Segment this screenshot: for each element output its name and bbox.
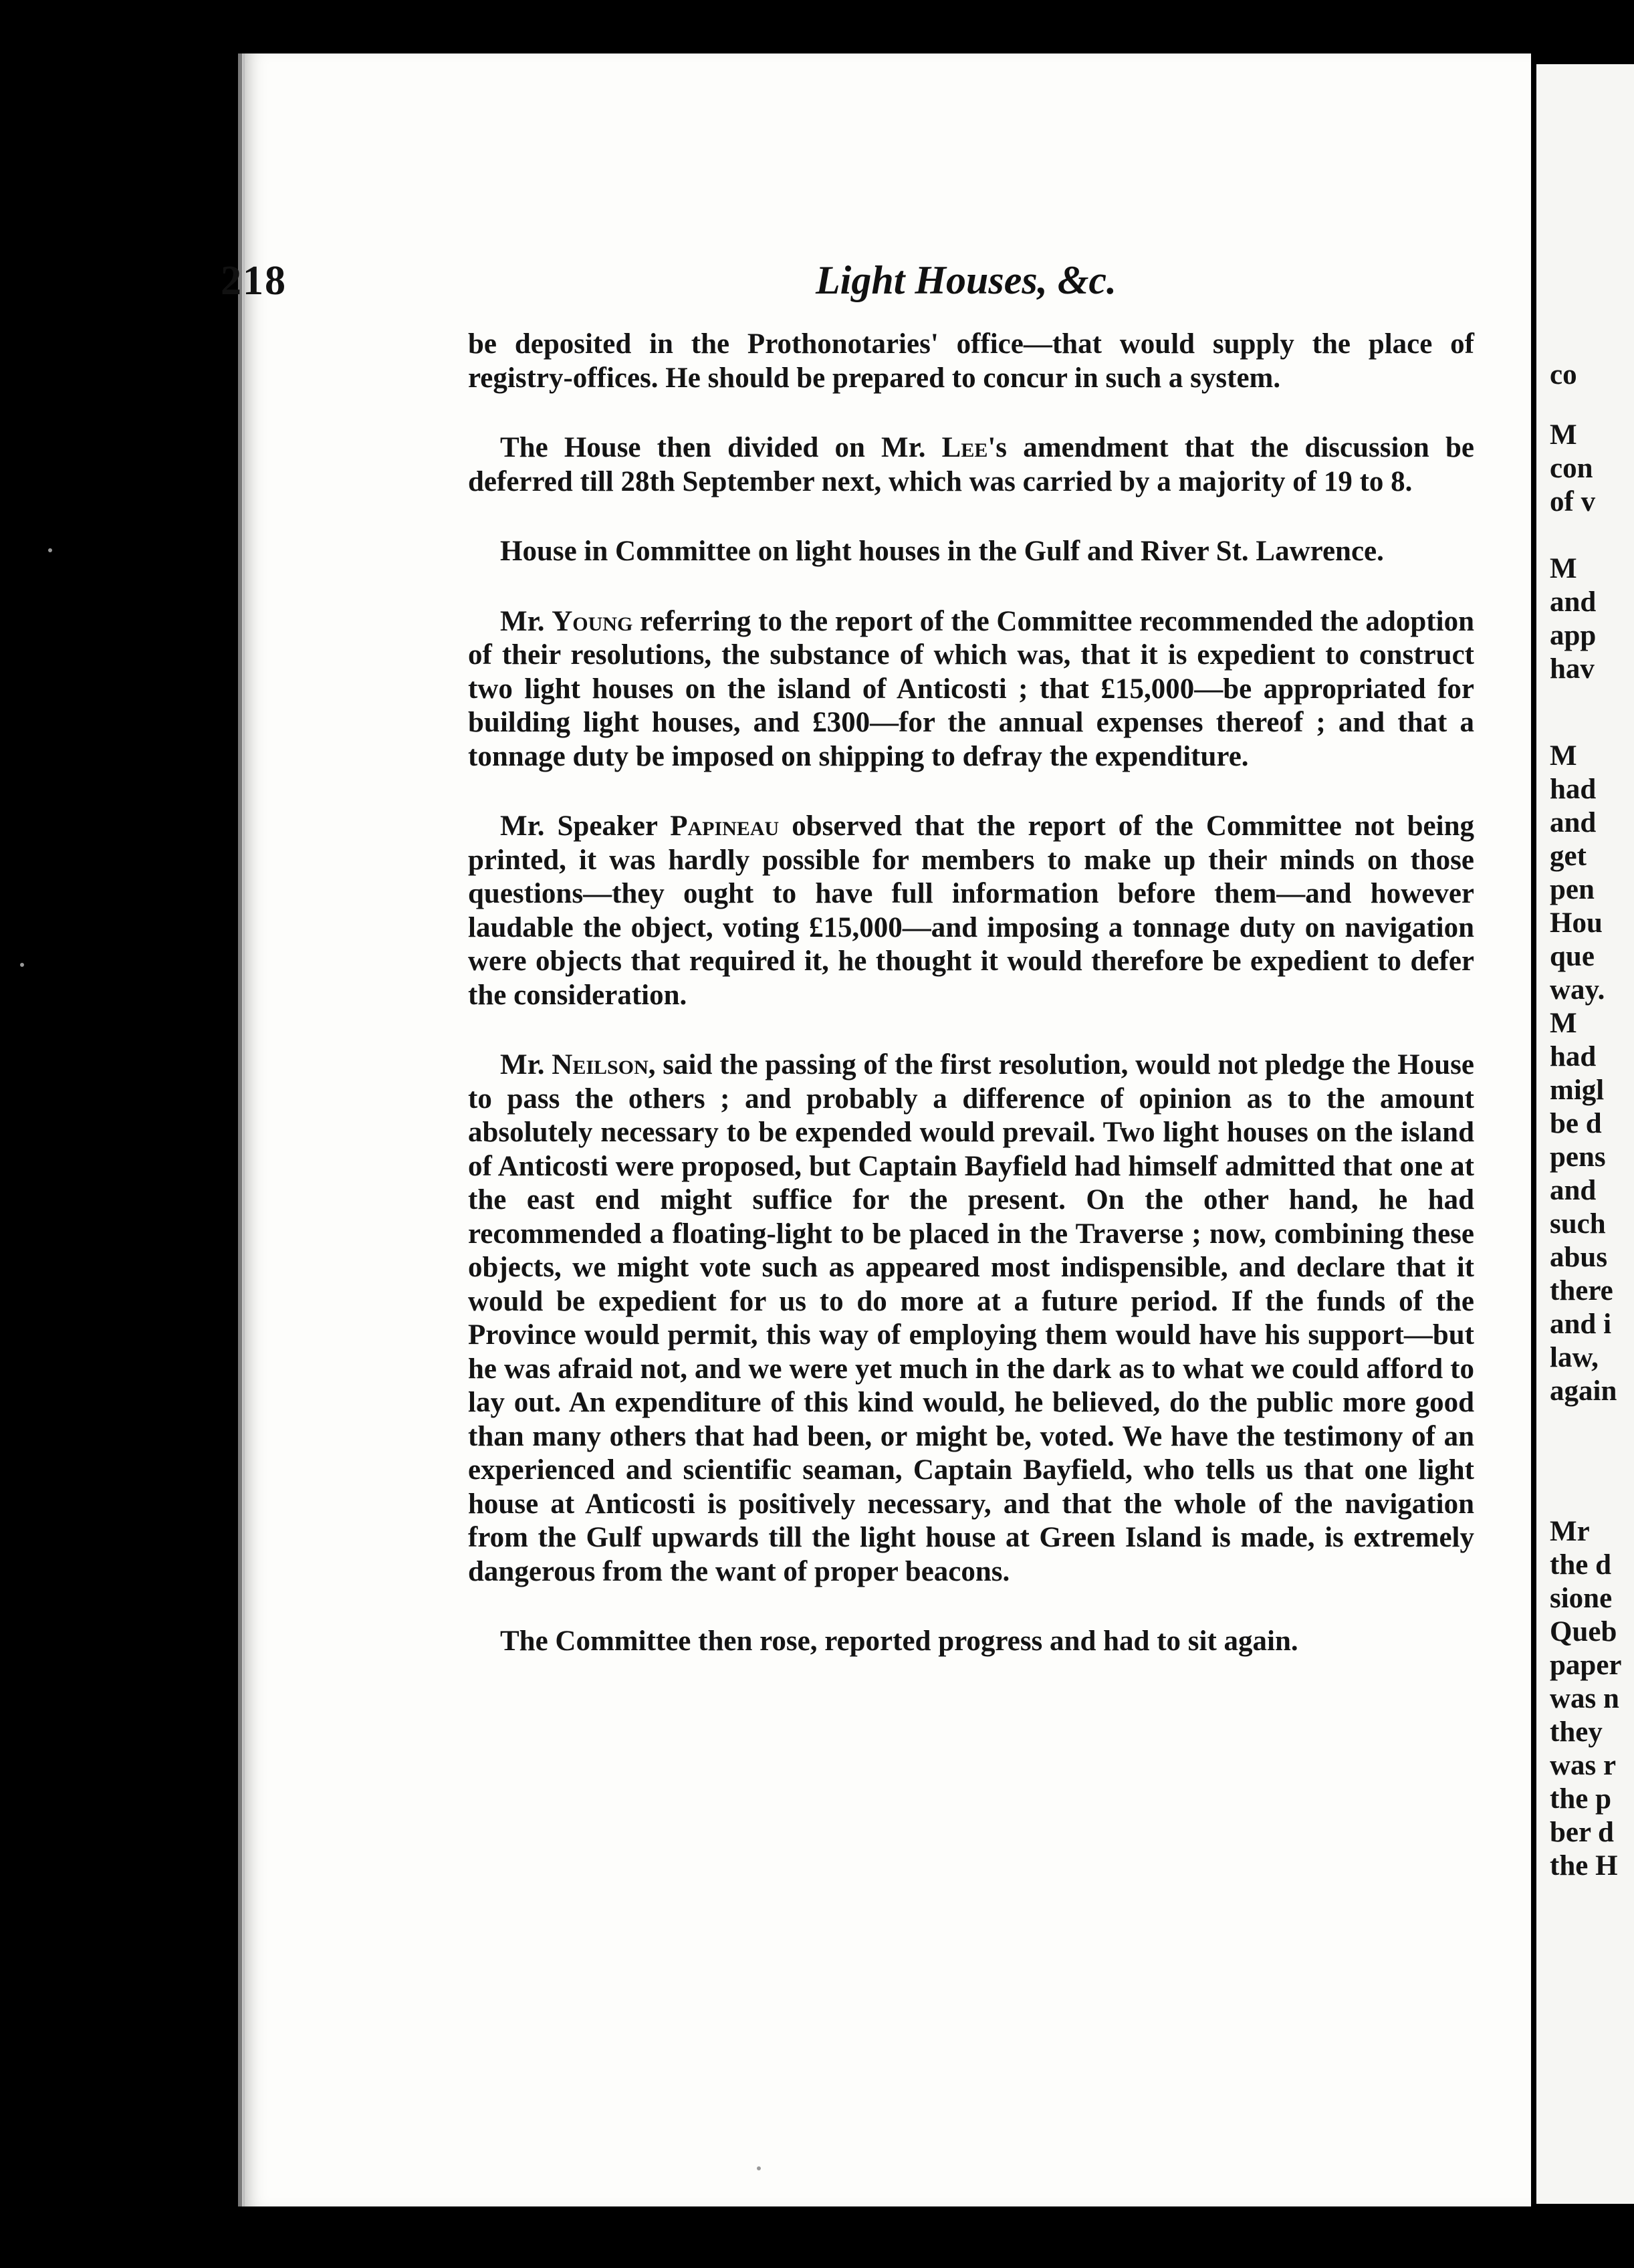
fragment: M [1550,553,1577,584]
text-run: Mr. [500,1049,552,1081]
speaker-name: Neilson [552,1049,649,1081]
fragment: be d [1550,1108,1602,1139]
fragment: and i [1550,1309,1612,1340]
fragment: was n [1550,1683,1619,1714]
fragment: law, [1550,1342,1599,1373]
facing-fragments-1 [1550,358,1577,392]
page-number: 218 [221,258,287,304]
fragment: que [1550,941,1595,972]
fragment: and [1550,1175,1597,1206]
speaker-name: Lee [941,432,988,463]
text-run: 's amendment that the discussion be deferred till 28th September next, which was carried by a majority of 19 to 8. [468,432,1474,497]
fragment: paper [1550,1650,1622,1681]
paragraph-neilson [468,1048,1474,1589]
fragment: pens [1550,1141,1606,1173]
facing-fragments-5 [1550,1007,1617,1408]
fragment: sione [1550,1583,1613,1614]
fragment: co [1550,359,1577,390]
fragment: M [1550,740,1577,772]
body-text [468,328,1474,1659]
fragment: hav [1550,653,1595,685]
page-edge [243,53,245,2206]
paragraph-closing: The Committee then rose, reported progress and had to sit again. [500,1625,1298,1657]
speaker-name: Young [552,605,633,637]
speaker-name: Papineau [670,810,780,842]
facing-fragments-6 [1550,1515,1622,1883]
facing-fragments-2 [1550,419,1595,519]
fragment: they [1550,1716,1603,1748]
fragment: M [1550,419,1577,451]
fragment: migl [1550,1074,1605,1106]
fragment: of v [1550,486,1596,518]
fragment: M [1550,1008,1577,1039]
paragraph-committee: House in Committee on light houses in the Gulf and River St. Lawrence. [500,536,1384,567]
scan-speck [20,963,24,967]
running-head: Light Houses, &c. [816,258,1117,302]
text-run: referring to the report of the Committee recommended the adoption of their resolutions, the substance of which was, that it is expedient to construct two light houses on the island of Anticosti ; that £15,000—be appropriated for building light houses, and £300—for the annual expenses thereof ; and that a tonnage duty be imposed on shipping to defray the expenditure. [468,605,1474,772]
text-run: observed that the report of the Committee not being printed, it was hardly possible for members to make up their minds on those questions—they ought to have full information before them—and however laudable the object, voting £15,000—and imposing a tonnage duty on navigation were objects that required it, he thought it would therefore be expedient to defer the consideration. [468,810,1474,1011]
text-run: Mr. [500,605,552,637]
fragment: abus [1550,1242,1608,1273]
fragment: app [1550,620,1597,651]
paragraph-papineau [468,810,1474,1012]
fragment: Mr [1550,1516,1590,1547]
fragment: had [1550,774,1597,805]
fragment: the H [1550,1850,1618,1882]
fragment: such [1550,1208,1606,1240]
fragment: there [1550,1275,1613,1307]
fragment: the p [1550,1783,1611,1815]
text-run: Mr. Speaker [500,810,671,842]
fragment: had [1550,1041,1597,1072]
paragraph-young [468,605,1474,774]
fragment: Hou [1550,907,1603,939]
fragment: Queb [1550,1616,1617,1648]
fragment: ber d [1550,1817,1614,1848]
facing-fragments-4 [1550,740,1605,1007]
facing-page-edge [1536,64,1634,2204]
fragment: and [1550,586,1597,618]
fragment: the d [1550,1549,1611,1581]
fragment: again [1550,1375,1617,1407]
fragment: way. [1550,974,1605,1006]
fragment: get [1550,840,1587,872]
fragment: and [1550,807,1597,838]
fragment: was r [1550,1750,1617,1781]
facing-fragments-3 [1550,552,1596,686]
text-run: , said the passing of the first resolution, would not pledge the House to pass the others ; and probably a difference of opinion as to the amount absolutely necessary to be expended would prevail. Two light houses on the island of Anticosti were proposed, but Captain Bayfield had himself admitted that one at the east end might suffice for the present. On the other hand, he had recommended a floating-light to be placed in the Traverse ; now, combining these objects, we might vote such as appeared most indispensible, and declare that it would be expedient for us to do more at a future period. If the funds of the Province would permit, this way of employing them would have his support—but he was afraid not, and we were yet much in the dark as to what we could afford to lay out. An expenditure of this kind would, he believed, do the public more good than many others that had been, or might be, voted. We have the testimony of an experienced and scientific seaman, Captain Bayfield, who tells us that one light house at Anticosti is positively necessary, and that the whole of the navigation from the Gulf upwards till the light house at Green Island is made, is extremely dangerous from the want of proper beacons. [468,1049,1474,1587]
scan-speck [757,2166,761,2170]
fragment: con [1550,453,1593,484]
paragraph-continuation: be deposited in the Prothonotaries' office—that would supply the place of registry-offices. He should be prepared to concur in such a system. [468,328,1474,394]
fragment: pen [1550,874,1595,905]
text-run: The House then divided on Mr. [500,432,942,463]
paragraph-division [468,431,1474,499]
scan-speck [48,548,52,552]
